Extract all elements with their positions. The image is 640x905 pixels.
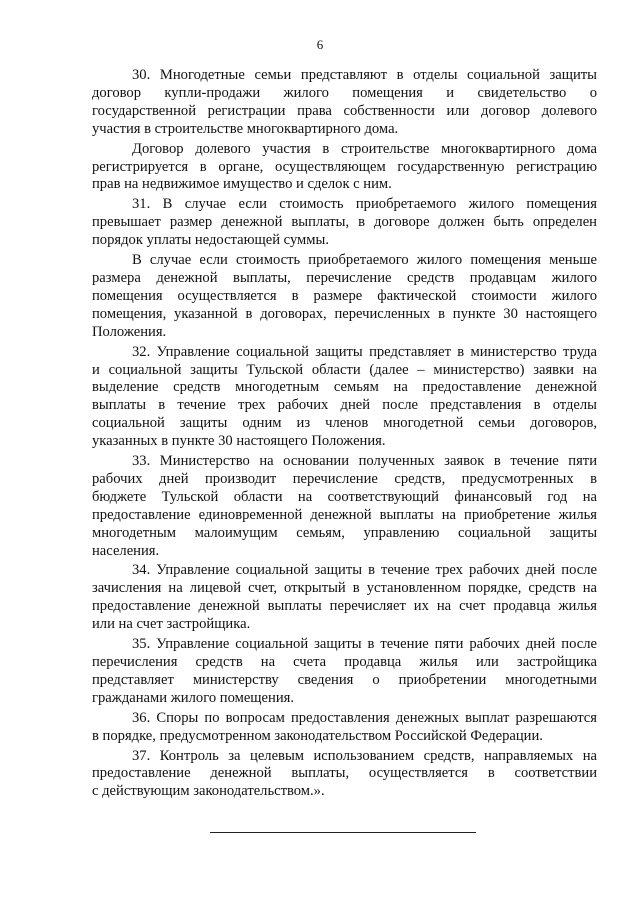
paragraph-line: помещения осуществляется в размере фактической стоимости жилого [92, 287, 597, 304]
closing-rule [210, 832, 476, 833]
paragraph-line: договор купли-продажи жилого помещения и свидетельство о [92, 84, 597, 101]
paragraph-line: в порядке, предусмотренном законодательством Российской Федерации. [92, 727, 543, 744]
paragraph-line: 37. Контроль за целевым использованием средств, направляемых на [132, 747, 597, 764]
paragraph [92, 67, 597, 139]
paragraph-line: помещения, указанной в договорах, перечисленных в пункте 30 настоящего [92, 305, 597, 322]
paragraph-line: В случае если стоимость приобретаемого жилого помещения меньше [132, 252, 597, 269]
document-body [92, 67, 597, 803]
paragraph-line: предоставление денежной выплаты, осуществляется в соответствии [92, 765, 597, 782]
paragraph-line: 32. Управление социальной защиты представляет в министерство труда [132, 343, 597, 360]
paragraph-line: выплаты в течение трех рабочих дней после представления в отделы [92, 397, 597, 414]
paragraph-line: гражданами жилого помещения. [92, 689, 295, 706]
paragraph [92, 710, 597, 746]
paragraph-line: 33. Министерство на основании полученных заявок в течение пяти [132, 453, 597, 470]
paragraph-line: 36. Споры по вопросам предоставления денежных выплат разрешаются [132, 709, 597, 726]
paragraph-line: прав на недвижимое имущество и сделок с ним. [92, 176, 392, 193]
paragraph-line: рабочих дней производит перечисление средств, предусмотренных в [92, 470, 597, 487]
paragraph-line: представляет министерству сведения о приобретении многодетными [92, 671, 597, 688]
paragraph-line: с действующим законодательством.». [92, 783, 325, 800]
paragraph-line: размера денежной выплаты, перечисление средств продавцам жилого [92, 269, 597, 286]
paragraph-line: Договор долевого участия в строительстве многоквартирного дома [132, 140, 597, 157]
paragraph-line: указанных в пункте 30 настоящего Положения. [92, 433, 386, 450]
paragraph-line: выделение средств многодетным семьям на предоставление денежной [92, 379, 597, 396]
paragraph-line: 34. Управление социальной защиты в течение трех рабочих дней после [132, 562, 597, 579]
paragraph [92, 453, 597, 560]
paragraph-line: регистрируется в органе, осуществляющем государственную регистрацию [92, 158, 597, 175]
paragraph-line: и социальной защиты Тульской области (далее – министерство) заявки на [92, 361, 597, 378]
paragraph [92, 344, 597, 451]
paragraph [92, 636, 597, 708]
paragraph [92, 252, 597, 342]
paragraph-line: 30. Многодетные семьи представляют в отделы социальной защиты [132, 67, 597, 83]
paragraph-line: или на счет застройщика. [92, 616, 251, 633]
paragraph-line: социальной защиты одним из членов многодетной семьи договоров, [92, 415, 597, 432]
paragraph-line: государственной регистрации права собственности или договор долевого [92, 102, 597, 119]
paragraph-line: предоставление единовременной денежной выплаты на приобретение жилья [92, 506, 597, 523]
paragraph [92, 562, 597, 634]
paragraph-line: населения. [92, 542, 160, 559]
paragraph-line: превышает размер денежной выплаты, в договоре должен быть определен [92, 214, 597, 231]
page-number: 6 [316, 37, 324, 52]
paragraph-line: порядок уплаты недостающей суммы. [92, 232, 329, 249]
paragraph-line: 31. В случае если стоимость приобретаемого жилого помещения [132, 196, 597, 213]
paragraph [92, 196, 597, 250]
paragraph-line: многодетным малоимущим семьям, управлению социальной защиты [92, 524, 597, 541]
paragraph-line: бюджете Тульской области на соответствующий финансовый год на [92, 488, 597, 505]
paragraph [92, 748, 597, 802]
paragraph-line: перечисления средств на счета продавца жилья или застройщика [92, 654, 597, 670]
paragraph-line: Положения. [92, 323, 167, 340]
paragraph-line: 35. Управление социальной защиты в течение пяти рабочих дней после [132, 636, 597, 653]
paragraph-line: предоставление денежной выплаты перечисляет их на счет продавца жилья [92, 598, 597, 615]
paragraph-line: участия в строительстве многоквартирного дома. [92, 120, 399, 137]
paragraph-line: зачисления на лицевой счет, открытый в установленном порядке, средств на [92, 580, 597, 597]
paragraph [92, 141, 597, 195]
